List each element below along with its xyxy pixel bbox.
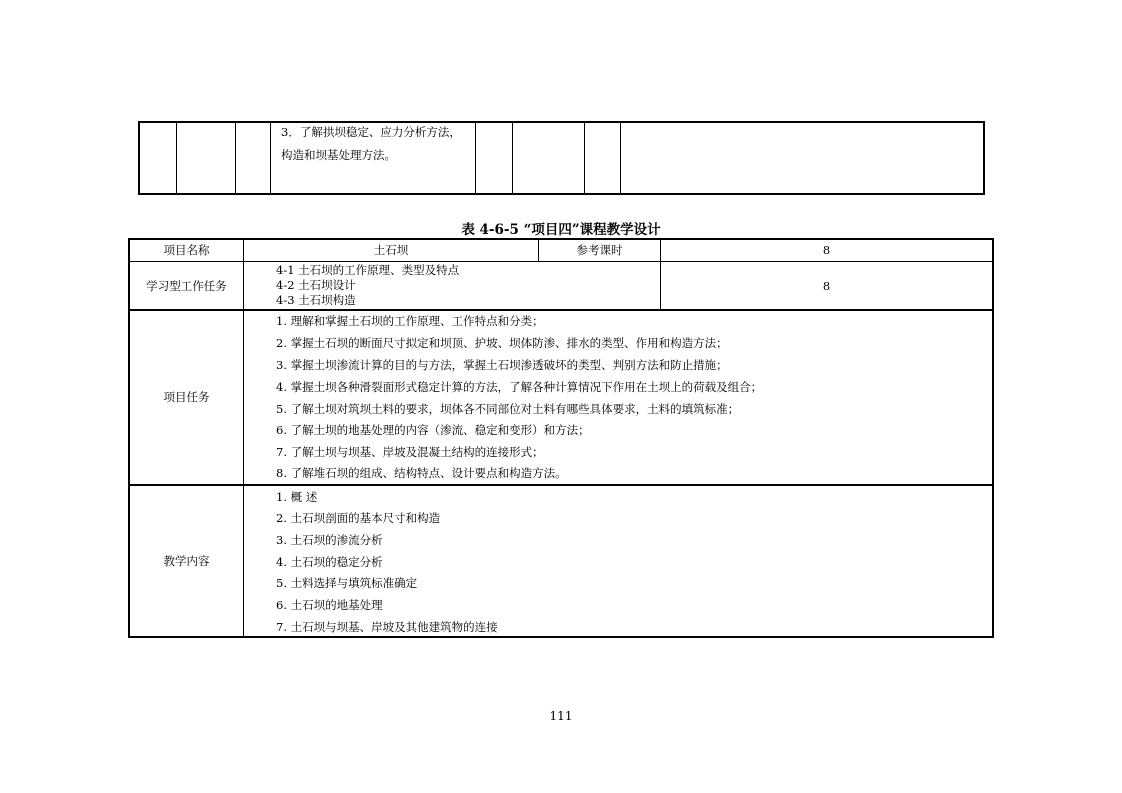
teaching-content-label: 教学内容 bbox=[163, 554, 210, 568]
project-name-value: 土石坝 bbox=[373, 243, 409, 257]
learning-task-item: 4-2 土石坝设计 bbox=[276, 278, 356, 292]
project-task-item: 3. 掌握土坝渗流计算的目的与方法，掌握土石坝渗透破坏的类型、判别方法和防止措施； bbox=[276, 358, 728, 372]
teaching-content-item: 3. 土石坝的渗流分析 bbox=[276, 533, 383, 547]
top-table-col-divider bbox=[235, 121, 236, 195]
table-border-left bbox=[128, 238, 130, 638]
ref-hours-value: 8 bbox=[822, 243, 831, 257]
project-task-item: 2. 掌握土石坝的断面尺寸拟定和坝顶、护坡、坝体防渗、排水的类型、作用和构造方法； bbox=[276, 336, 728, 350]
page-number: 111 bbox=[549, 709, 573, 723]
top-table-col-divider bbox=[620, 121, 621, 195]
table-border-right bbox=[992, 238, 994, 638]
project-name-label: 项目名称 bbox=[163, 243, 210, 257]
top-table-col-divider bbox=[475, 121, 476, 195]
ref-hours-label: 参考课时 bbox=[576, 243, 623, 257]
top-table-col-divider bbox=[512, 121, 513, 195]
top-table-col-divider bbox=[270, 121, 271, 195]
project-task-item: 6. 了解土坝的地基处理的内容（渗流、稳定和变形）和方法； bbox=[276, 423, 590, 437]
project-task-item: 8. 了解堆石坝的组成、结构特点、设计要点和构造方法。 bbox=[276, 466, 567, 480]
learning-tasks-label: 学习型工作任务 bbox=[146, 279, 227, 293]
row-divider bbox=[128, 484, 994, 486]
top-table-line: 构造和坝基处理方法。 bbox=[281, 148, 396, 162]
top-table-col-divider bbox=[176, 121, 177, 195]
top-table-border-top bbox=[138, 121, 985, 123]
table-caption: 表 4-6-5 “项目四”课程教学设计 bbox=[461, 222, 661, 238]
top-table-border-right bbox=[983, 121, 985, 195]
teaching-content-item: 1. 概 述 bbox=[276, 490, 318, 504]
table-border-top bbox=[128, 238, 994, 240]
top-table-col-divider bbox=[584, 121, 585, 195]
learning-tasks-hours: 8 bbox=[822, 279, 831, 293]
teaching-content-item: 2. 土石坝剖面的基本尺寸和构造 bbox=[276, 511, 441, 525]
project-task-item: 4. 掌握土坝各种滑裂面形式稳定计算的方法，了解各种计算情况下作用在土坝上的荷载及组合； bbox=[276, 380, 763, 394]
learning-task-item: 4-3 土石坝构造 bbox=[276, 293, 356, 307]
teaching-content-item: 5. 土料选择与填筑标准确定 bbox=[276, 576, 418, 590]
project-task-item: 1. 理解和掌握土石坝的工作原理、工作特点和分类； bbox=[276, 314, 544, 328]
teaching-content-item: 4. 土石坝的稳定分析 bbox=[276, 555, 383, 569]
project-task-item: 7. 了解土坝与坝基、岸坡及混凝土结构的连接形式； bbox=[276, 445, 544, 459]
teaching-content-item: 6. 土石坝的地基处理 bbox=[276, 598, 383, 612]
row-divider bbox=[128, 261, 994, 262]
top-table-border-bottom bbox=[138, 193, 985, 195]
project-task-item: 5. 了解土坝对筑坝土料的要求，坝体各不同部位对土料有哪些具体要求，土料的填筑标准； bbox=[276, 402, 740, 416]
learning-task-item: 4-1 土石坝的工作原理、类型及特点 bbox=[276, 263, 460, 277]
project-tasks-label: 项目任务 bbox=[163, 390, 210, 404]
teaching-content-item: 7. 土石坝与坝基、岸坡及其他建筑物的连接 bbox=[276, 620, 498, 634]
label-column-divider bbox=[243, 238, 244, 638]
table-border-bottom bbox=[128, 636, 994, 638]
row-divider bbox=[128, 309, 994, 311]
top-table-border-left bbox=[138, 121, 140, 195]
top-table-line: 3．了解拱坝稳定、应力分析方法， bbox=[281, 125, 461, 139]
